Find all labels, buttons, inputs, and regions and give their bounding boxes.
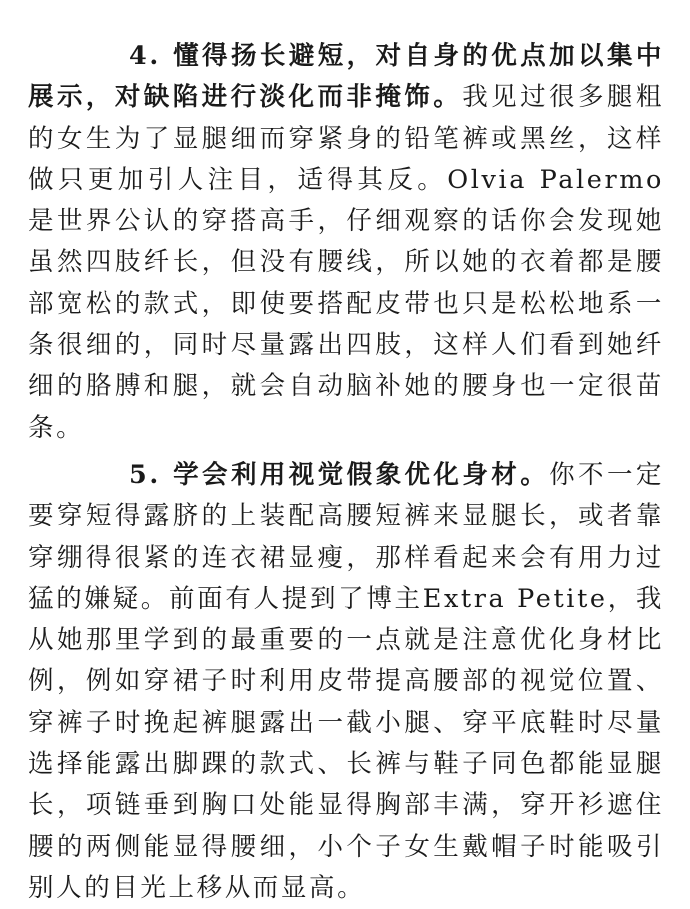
tip-4-heading: 4. 懂得扬长避短，对自身的优点加以集中展示，对缺陷进行淡化而非掩饰。 <box>28 41 664 113</box>
tip-5-heading: 5. 学会利用视觉假象优化身材。 <box>129 460 550 490</box>
paragraph-tip-4 <box>28 36 664 449</box>
tip-5-body: 你不一定要穿短得露脐的上装配高腰短裤来显腿长，或者靠穿绷得很紧的连衣裙显瘦，那样看起来会有用力过猛的嫌疑。前面有人提到了博主Extra Petite，我从她那里学到的最重要的一点就是注意优化身材比例，例如穿裙子时利用皮带提高腰部的视觉位置、穿裤子时挽起裤腿露出一截小腿、穿平底鞋时尽量选择能露出脚踝的款式、长裤与鞋子同色都能显腿长，项链垂到胸口处能显得胸部丰满，穿开衫遮住腰的两侧能显得腰细，小个子女生戴帽子时能吸引别人的目光上移从而显高。 <box>28 460 664 903</box>
tip-4-body: 我见过很多腿粗的女生为了显腿细而穿紧身的铅笔裤或黑丝，这样做只更加引人注目，适得其反。Olvia Palermo是世界公认的穿搭高手，仔细观察的话你会发现她虽然四肢纤长，但没有腰线，所以她的衣着都是腰部宽松的款式，即使要搭配皮带也只是松松地系一条很细的，同时尽量露出四肢，这样人们看到她纤细的胳膊和腿，就会自动脑补她的腰身也一定很苗条。 <box>28 82 664 443</box>
paragraph-tip-5 <box>28 455 664 909</box>
